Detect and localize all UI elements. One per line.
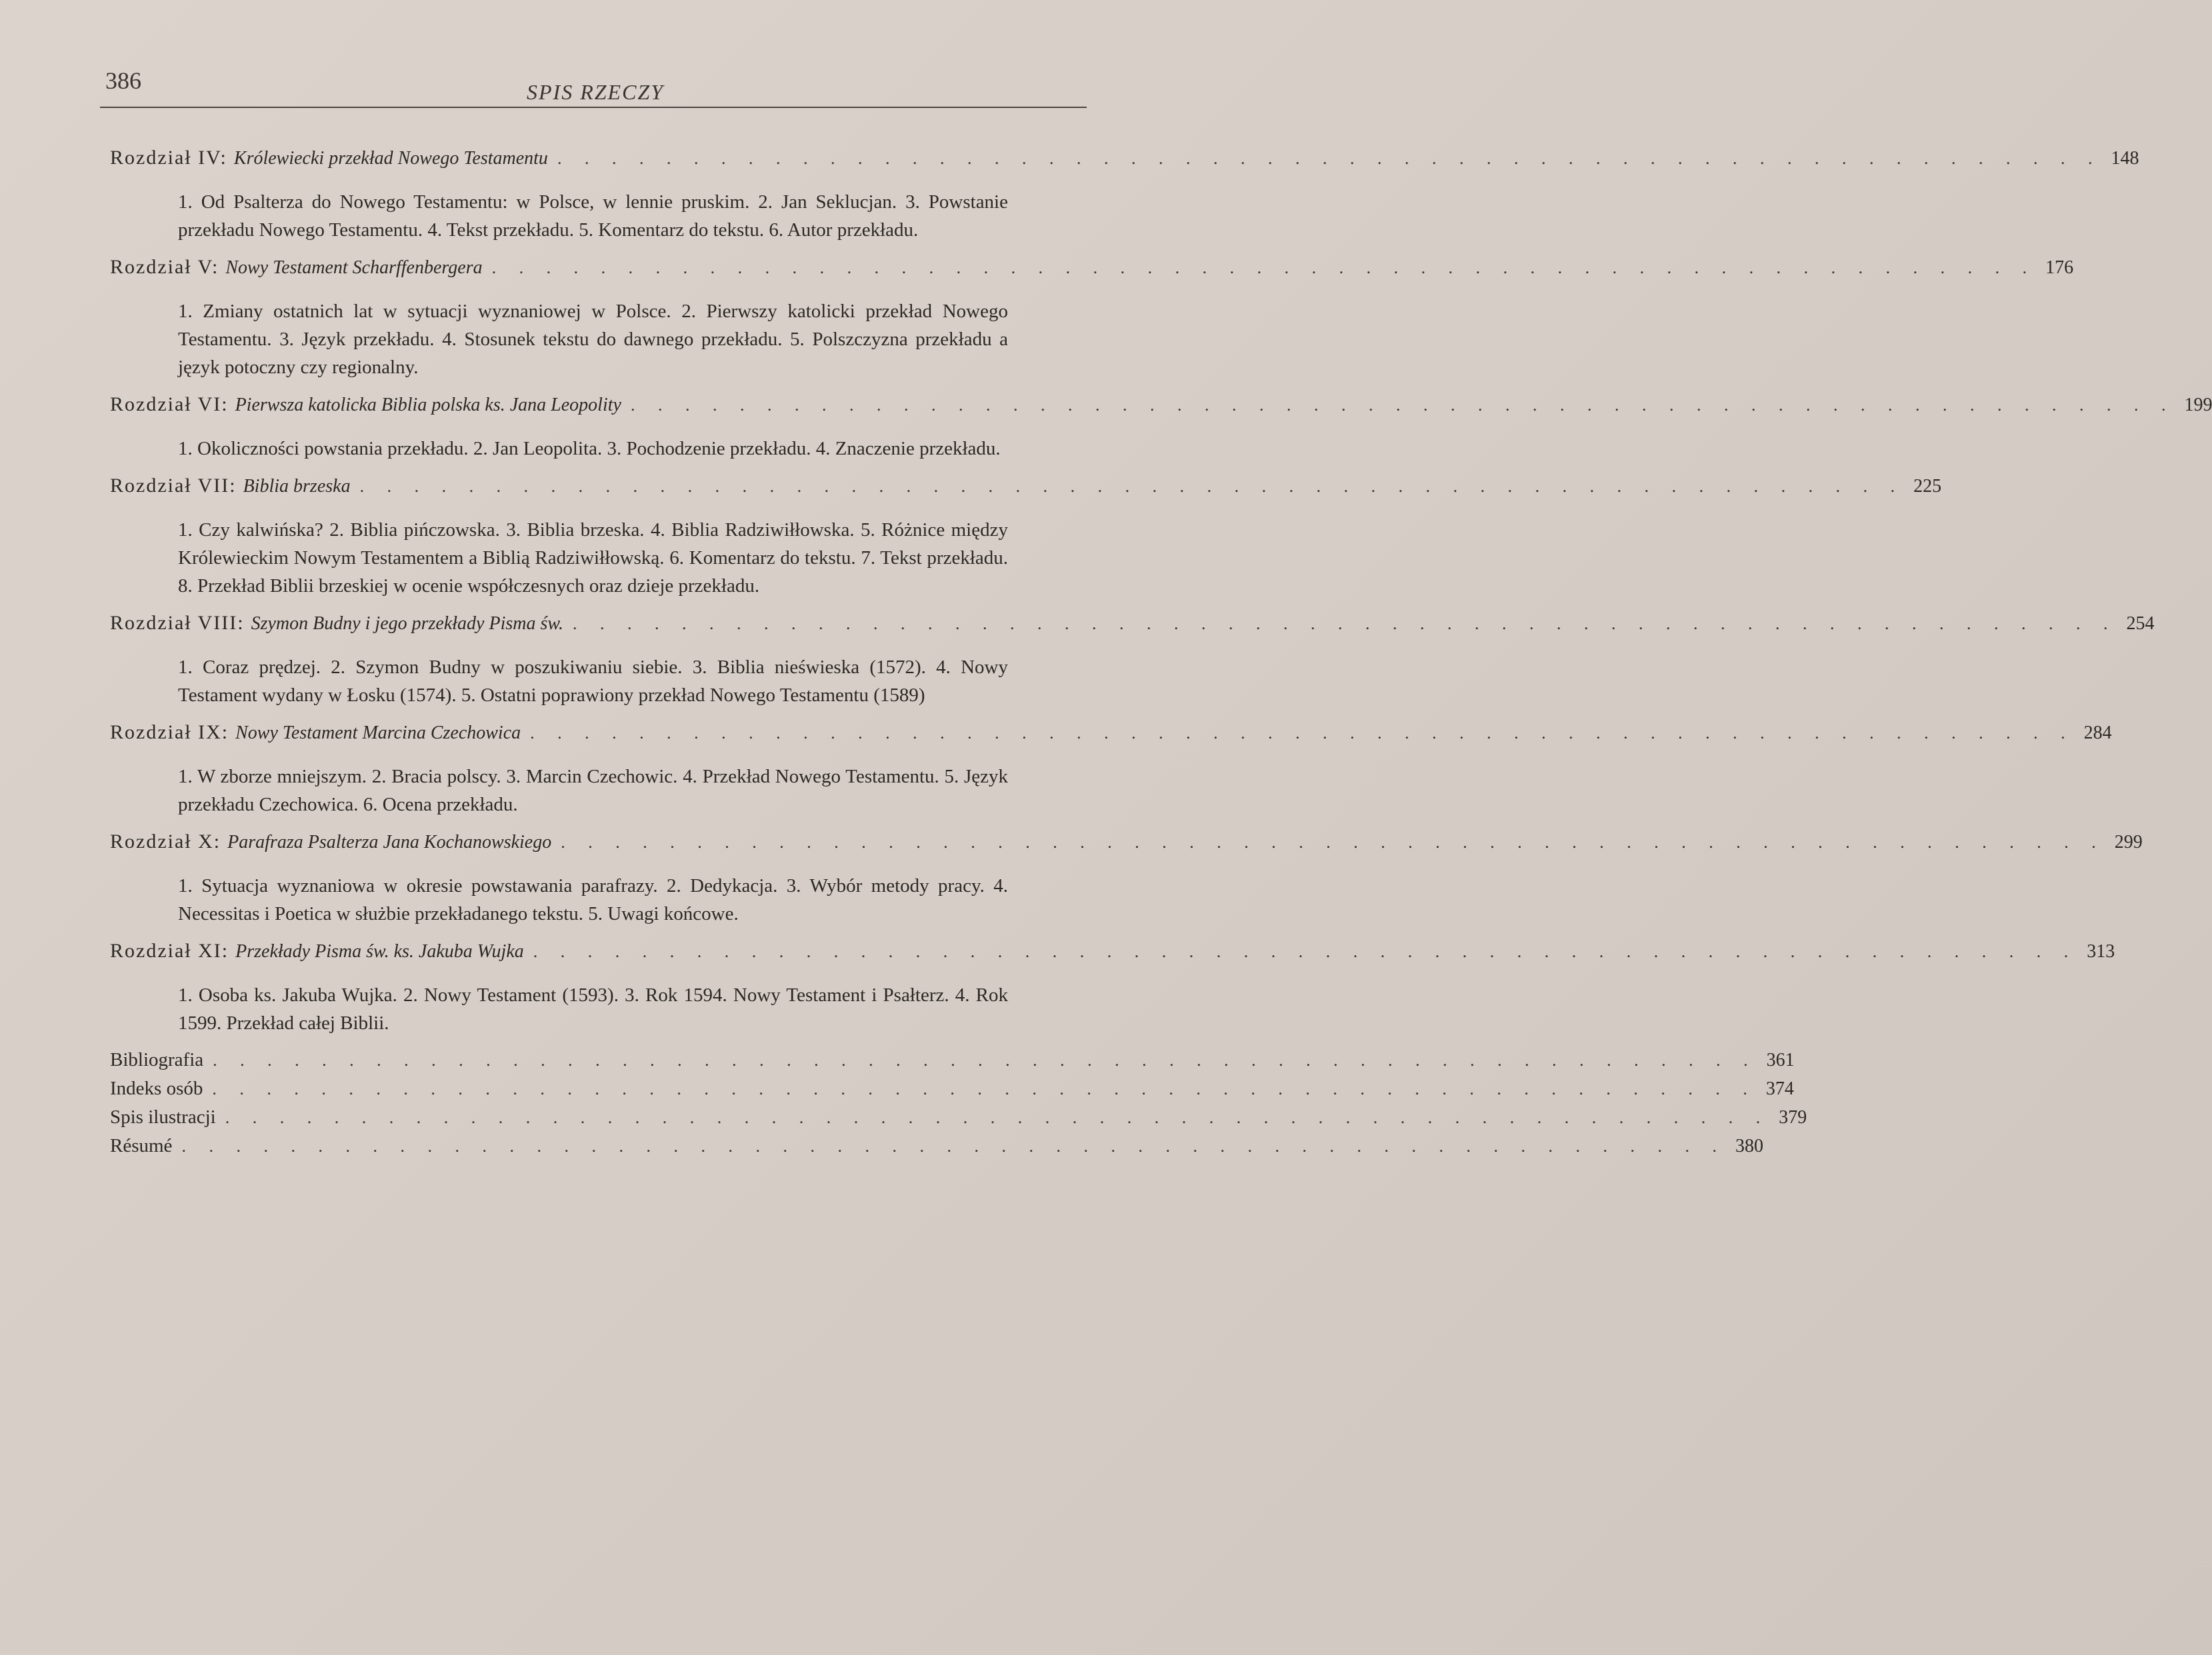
toc-chapter-entry <box>110 612 2155 709</box>
chapter-sections: 1. Czy kalwińska? 2. Biblia pińczowska. 3. Biblia brzeska. 4. Biblia Radziwiłłowska. 5. Różnice między Królewieckim Nowym Testamentem a Biblią Radziwiłłowską. 6. Komentarz do tekstu. 7. Tekst przekładu. 8. Przekład Biblii brzeskiej w ocenie współczesnych oraz dzieje przekładu. <box>178 519 1008 597</box>
chapter-heading-line <box>110 147 2139 180</box>
header-rule <box>100 107 1087 108</box>
page-number: 386 <box>105 67 141 94</box>
chapter-label: Rozdział VII: <box>110 475 237 497</box>
chapter-label: Rozdział IV: <box>110 147 227 169</box>
chapter-label: Rozdział IX: <box>110 721 229 743</box>
dot-leader: . . . . . . . . . . . . . . . . . . . . . . . . . . . . . . . . . . . . . . . . . . . . . . . . . . . . . . . . . <box>630 395 2175 415</box>
back-matter-page-number: 374 <box>1765 1078 1794 1099</box>
back-matter-label: Spis ilustracji <box>110 1106 216 1128</box>
back-matter-label: Résumé <box>110 1135 173 1156</box>
chapter-title: Szymon Budny i jego przekłady Pisma św. <box>251 613 563 634</box>
toc-chapter-entry <box>110 721 2112 819</box>
chapter-heading-line <box>110 256 2074 289</box>
toc-chapter-entry <box>110 147 2139 244</box>
dot-leader: . . . . . . . . . . . . . . . . . . . . . . . . . . . . . . . . . . . . . . . . . . . . . . . . . . . . . . . . . <box>491 258 2037 277</box>
dot-leader: . . . . . . . . . . . . . . . . . . . . . . . . . . . . . . . . . . . . . . . . . . . . . . . . . . . . . . . . . <box>561 832 2105 852</box>
back-matter-entry <box>110 1135 1763 1164</box>
chapter-sections: 1. Coraz prędzej. 2. Szymon Budny w poszukiwaniu siebie. 3. Biblia nieświeska (1572). 4. Nowy Testament wydany w Łosku (1574). 5. Ostatni poprawiony przekład Nowego Testamentu (1589) <box>178 657 1008 706</box>
dot-leader: . . . . . . . . . . . . . . . . . . . . . . . . . . . . . . . . . . . . . . . . . . . . . . . . . . . . . . . . . <box>533 942 2078 961</box>
dot-leader: . . . . . . . . . . . . . . . . . . . . . . . . . . . . . . . . . . . . . . . . . . . . . . . . . . . . . . . . . <box>572 614 2117 633</box>
chapter-label: Rozdział V: <box>110 256 219 278</box>
toc-chapter-entry <box>110 475 1942 600</box>
chapter-page-number: 299 <box>2114 832 2143 852</box>
chapter-title: Nowy Testament Scharffenbergera <box>225 257 483 278</box>
toc-chapter-entry <box>110 830 2143 928</box>
chapter-title: Pierwsza katolicka Biblia polska ks. Jana Leopolity <box>235 395 621 415</box>
chapter-sections: 1. Sytuacja wyznaniowa w okresie powstawania parafrazy. 2. Dedykacja. 3. Wybór metody pracy. 4. Necessitas i Poetica w służbie przekładanego tekstu. 5. Uwagi końcowe. <box>178 875 1008 924</box>
chapter-heading-line <box>110 475 1942 508</box>
chapter-page-number: 284 <box>2083 723 2112 743</box>
chapter-page-number: 313 <box>2087 941 2115 962</box>
back-matter-entry <box>110 1049 1795 1078</box>
back-matter-page-number: 379 <box>1779 1107 1807 1128</box>
running-title: SPIS RZECZY <box>527 80 665 104</box>
chapter-heading-line <box>110 940 2115 973</box>
back-matter-page-number: 361 <box>1766 1050 1795 1070</box>
dot-leader: . . . . . . . . . . . . . . . . . . . . . . . . . . . . . . . . . . . . . . . . . . . . . . . . . . . . . . . . . <box>212 1079 1757 1098</box>
chapter-label: Rozdział VI: <box>110 393 229 415</box>
back-matter-page-number: 380 <box>1735 1136 1763 1156</box>
toc-chapter-entry <box>110 256 2074 381</box>
back-matter-entry <box>110 1078 1794 1106</box>
chapter-list <box>110 147 2212 1037</box>
chapter-page-number: 148 <box>2111 148 2139 169</box>
chapter-title: Królewiecki przekład Nowego Testamentu <box>233 148 548 169</box>
dot-leader: . . . . . . . . . . . . . . . . . . . . . . . . . . . . . . . . . . . . . . . . . . . . . . . . . . . . . . . . . <box>557 149 2102 168</box>
chapter-title: Biblia brzeska <box>243 476 351 497</box>
chapter-page-number: 199 <box>2184 395 2212 415</box>
back-matter-list <box>110 1049 1807 1164</box>
back-matter-entry <box>110 1106 1807 1135</box>
chapter-sections: 1. Od Psalterza do Nowego Testamentu: w Polsce, w lennie pruskim. 2. Jan Seklucjan. 3. Powstanie przekładu Nowego Testamentu. 4. Tekst przekładu. 5. Komentarz do tekstu. 6. Autor przekładu. <box>178 191 1008 241</box>
dot-leader: . . . . . . . . . . . . . . . . . . . . . . . . . . . . . . . . . . . . . . . . . . . . . . . . . . . . . . . . . <box>530 723 2075 743</box>
chapter-title: Przekłady Pisma św. ks. Jakuba Wujka <box>235 941 524 962</box>
dot-leader: . . . . . . . . . . . . . . . . . . . . . . . . . . . . . . . . . . . . . . . . . . . . . . . . . . . . . . . . . <box>213 1050 1757 1070</box>
chapter-label: Rozdział VIII: <box>110 612 245 634</box>
back-matter-label: Bibliografia <box>110 1049 204 1070</box>
chapter-page-number: 254 <box>2126 613 2155 634</box>
toc-chapter-entry <box>110 393 2212 463</box>
dot-leader: . . . . . . . . . . . . . . . . . . . . . . . . . . . . . . . . . . . . . . . . . . . . . . . . . . . . . . . . . <box>225 1108 1770 1127</box>
chapter-heading-line <box>110 721 2112 755</box>
dot-leader: . . . . . . . . . . . . . . . . . . . . . . . . . . . . . . . . . . . . . . . . . . . . . . . . . . . . . . . . . <box>181 1136 1726 1156</box>
chapter-heading-line <box>110 830 2143 864</box>
chapter-label: Rozdział X: <box>110 830 221 852</box>
chapter-page-number: 225 <box>1913 476 1942 497</box>
toc-chapter-entry <box>110 940 2115 1037</box>
back-matter-label: Indeks osób <box>110 1078 203 1099</box>
chapter-title: Parafraza Psalterza Jana Kochanowskiego <box>227 832 552 852</box>
chapter-sections: 1. Okoliczności powstania przekładu. 2. Jan Leopolita. 3. Pochodzenie przekładu. 4. Znaczenie przekładu. <box>178 438 1001 459</box>
chapter-sections: 1. Osoba ks. Jakuba Wujka. 2. Nowy Testament (1593). 3. Rok 1594. Nowy Testament i Psałterz. 4. Rok 1599. Przekład całej Biblii. <box>178 984 1008 1034</box>
table-of-contents <box>110 147 2212 1164</box>
chapter-heading-line <box>110 612 2155 645</box>
chapter-label: Rozdział XI: <box>110 940 229 962</box>
chapter-sections: 1. Zmiany ostatnich lat w sytuacji wyznaniowej w Polsce. 2. Pierwszy katolicki przekład Nowego Testamentu. 3. Język przekładu. 4. Stosunek tekstu do dawnego przekładu. 5. Polszczyzna przekładu a język potoczny czy regionalny. <box>178 301 1008 378</box>
chapter-title: Nowy Testament Marcina Czechowica <box>235 723 521 743</box>
dot-leader: . . . . . . . . . . . . . . . . . . . . . . . . . . . . . . . . . . . . . . . . . . . . . . . . . . . . . . . . . <box>359 477 1905 496</box>
chapter-sections: 1. W zborze mniejszym. 2. Bracia polscy. 3. Marcin Czechowic. 4. Przekład Nowego Testamentu. 5. Język przekładu Czechowica. 6. Ocena przekładu. <box>178 766 1008 815</box>
chapter-heading-line <box>110 393 2212 427</box>
chapter-page-number: 176 <box>2045 257 2074 278</box>
